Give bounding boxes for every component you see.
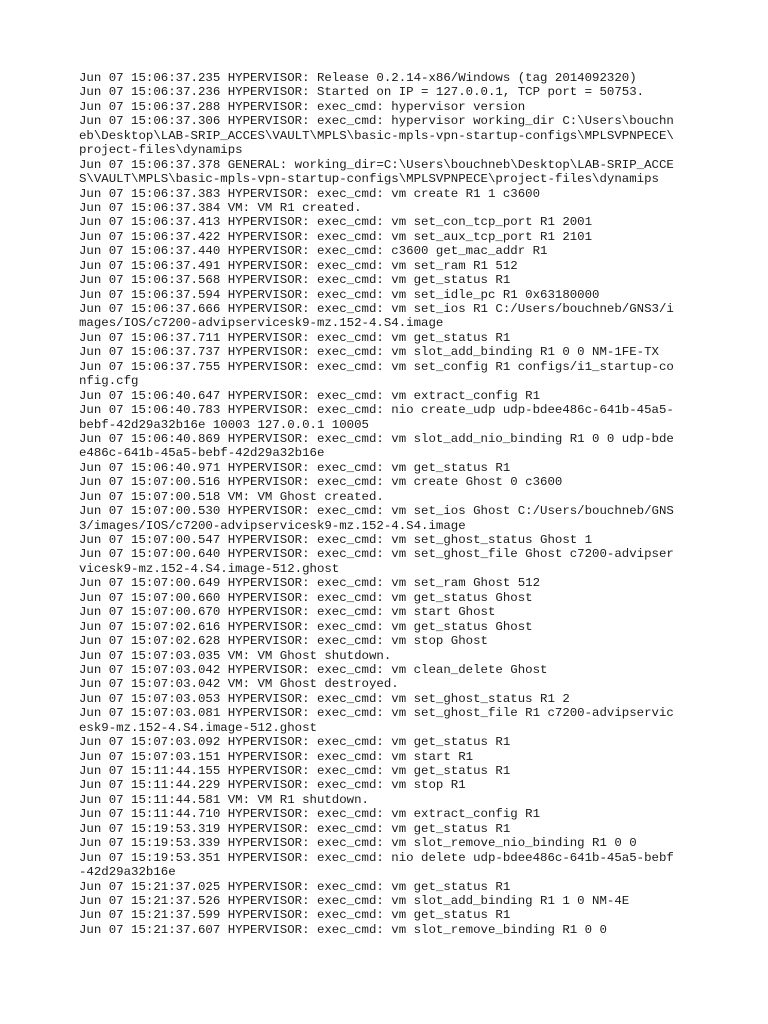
log-line: -42d29a32b16e <box>79 865 176 880</box>
log-line: mages/IOS/c7200-advipservicesk9-mz.152-4.S4.image <box>79 316 444 331</box>
log-line: Jun 07 15:06:37.384 VM: VM R1 created. <box>79 200 362 215</box>
log-line: Jun 07 15:06:37.422 HYPERVISOR: exec_cmd: vm set_aux_tcp_port R1 2101 <box>79 229 593 244</box>
log-line: Jun 07 15:07:00.670 HYPERVISOR: exec_cmd: vm start Ghost <box>79 605 496 620</box>
log-line: project-files\dynamips <box>79 143 243 158</box>
log-line: Jun 07 15:06:37.383 HYPERVISOR: exec_cmd: vm create R1 1 c3600 <box>79 186 541 201</box>
log-line: Jun 07 15:06:37.568 HYPERVISOR: exec_cmd: vm get_status R1 <box>79 273 511 288</box>
log-line: S\VAULT\MPLS\basic-mpls-vpn-startup-configs\MPLSVPNPECE\project-files\dynamips <box>79 172 659 187</box>
log-line: Jun 07 15:07:00.640 HYPERVISOR: exec_cmd: vm set_ghost_file Ghost c7200-advipser <box>79 547 674 562</box>
log-line: vicesk9-mz.152-4.S4.image-512.ghost <box>79 561 340 576</box>
log-line: Jun 07 15:07:00.547 HYPERVISOR: exec_cmd: vm set_ghost_status Ghost 1 <box>79 533 593 547</box>
log-line: Jun 07 15:06:37.378 GENERAL: working_dir=C:\Users\bouchneb\Desktop\LAB-SRIP_ACCE <box>79 157 674 172</box>
log-line: Jun 07 15:07:03.042 HYPERVISOR: exec_cmd: vm clean_delete Ghost <box>79 662 548 677</box>
log-line: Jun 07 15:06:37.306 HYPERVISOR: exec_cmd: hypervisor working_dir C:\Users\bouchn <box>79 114 674 129</box>
log-line: eb\Desktop\LAB-SRIP_ACCES\VAULT\MPLS\basic-mpls-vpn-startup-configs\MPLSVPNPECE\ <box>79 128 674 143</box>
log-line: Jun 07 15:06:37.491 HYPERVISOR: exec_cmd: vm set_ram R1 512 <box>79 258 518 273</box>
log-line: Jun 07 15:07:00.516 HYPERVISOR: exec_cmd: vm create Ghost 0 c3600 <box>79 475 563 490</box>
log-line: Jun 07 15:07:00.518 VM: VM Ghost created. <box>79 489 384 504</box>
log-line: Jun 07 15:21:37.607 HYPERVISOR: exec_cmd: vm slot_remove_binding R1 0 0 <box>79 922 607 937</box>
log-line: Jun 07 15:07:00.660 HYPERVISOR: exec_cmd: vm get_status Ghost <box>79 590 533 605</box>
log-line: Jun 07 15:07:03.151 HYPERVISOR: exec_cmd: vm start R1 <box>79 749 474 764</box>
log-line: Jun 07 15:07:02.628 HYPERVISOR: exec_cmd: vm stop Ghost <box>79 634 488 649</box>
log-line: Jun 07 15:21:37.526 HYPERVISOR: exec_cmd: vm slot_add_binding R1 1 0 NM-4E <box>79 893 630 908</box>
log-line: Jun 07 15:06:40.647 HYPERVISOR: exec_cmd: vm extract_config R1 <box>79 388 541 403</box>
log-line: bebf-42d29a32b16e 10003 127.0.0.1 10005 <box>79 417 369 432</box>
log-line: Jun 07 15:19:53.339 HYPERVISOR: exec_cmd: vm slot_remove_nio_binding R1 0 0 <box>79 836 637 851</box>
log-line: Jun 07 15:21:37.025 HYPERVISOR: exec_cmd: vm get_status R1 <box>79 879 511 894</box>
log-line: Jun 07 15:19:53.319 HYPERVISOR: exec_cmd: vm get_status R1 <box>79 821 511 836</box>
log-line: Jun 07 15:06:40.971 HYPERVISOR: exec_cmd: vm get_status R1 <box>79 460 511 475</box>
log-line: Jun 07 15:06:37.594 HYPERVISOR: exec_cmd: vm set_idle_pc R1 0x63180000 <box>79 287 600 302</box>
log-line: Jun 07 15:07:03.053 HYPERVISOR: exec_cmd: vm set_ghost_status R1 2 <box>79 691 570 706</box>
log-line: Jun 07 15:06:37.288 HYPERVISOR: exec_cmd: hypervisor version <box>79 99 526 114</box>
log-line: Jun 07 15:11:44.229 HYPERVISOR: exec_cmd: vm stop R1 <box>79 778 466 793</box>
log-line: Jun 07 15:07:03.081 HYPERVISOR: exec_cmd: vm set_ghost_file R1 c7200-advipservic <box>79 706 674 721</box>
log-line: e486c-641b-45a5-bebf-42d29a32b16e <box>79 446 325 461</box>
log-line: Jun 07 15:06:37.737 HYPERVISOR: exec_cmd: vm slot_add_binding R1 0 0 NM-1FE-TX <box>79 345 659 360</box>
log-line: Jun 07 15:07:00.649 HYPERVISOR: exec_cmd: vm set_ram Ghost 512 <box>79 576 541 591</box>
log-line: Jun 07 15:07:03.042 VM: VM Ghost destroyed. <box>79 677 399 692</box>
log-line: Jun 07 15:11:44.155 HYPERVISOR: exec_cmd: vm get_status R1 <box>79 764 511 778</box>
log-line: Jun 07 15:06:37.413 HYPERVISOR: exec_cmd: vm set_con_tcp_port R1 2001 <box>79 215 593 230</box>
log-line: Jun 07 15:06:40.869 HYPERVISOR: exec_cmd: vm slot_add_nio_binding R1 0 0 udp-bde <box>79 431 674 446</box>
log-line: Jun 07 15:21:37.599 HYPERVISOR: exec_cmd: vm get_status R1 <box>79 908 511 923</box>
log-line: Jun 07 15:06:37.755 HYPERVISOR: exec_cmd: vm set_config R1 configs/i1_startup-co <box>79 359 674 374</box>
log-line: Jun 07 15:06:37.235 HYPERVISOR: Release 0.2.14-x86/Windows (tag 2014092320) <box>79 71 637 85</box>
log-line: Jun 07 15:07:03.035 VM: VM Ghost shutdown. <box>79 648 392 663</box>
log-line: esk9-mz.152-4.S4.image-512.ghost <box>79 720 317 735</box>
log-line: Jun 07 15:19:53.351 HYPERVISOR: exec_cmd: nio delete udp-bdee486c-641b-45a5-bebf <box>79 850 674 865</box>
log-line: Jun 07 15:06:37.666 HYPERVISOR: exec_cmd: vm set_ios R1 C:/Users/bouchneb/GNS3/i <box>79 302 674 316</box>
log-line: 3/images/IOS/c7200-advipservicesk9-mz.152-4.S4.image <box>79 518 466 533</box>
log-line: Jun 07 15:06:37.236 HYPERVISOR: Started on IP = 127.0.0.1, TCP port = 50753. <box>79 85 645 100</box>
log-line: Jun 07 15:07:03.092 HYPERVISOR: exec_cmd: vm get_status R1 <box>79 735 511 750</box>
log-line: Jun 07 15:07:02.616 HYPERVISOR: exec_cmd: vm get_status Ghost <box>79 619 533 634</box>
log-line: Jun 07 15:07:00.530 HYPERVISOR: exec_cmd: vm set_ios Ghost C:/Users/bouchneb/GNS <box>79 504 674 519</box>
log-line: Jun 07 15:06:37.440 HYPERVISOR: exec_cmd: c3600 get_mac_addr R1 <box>79 244 548 259</box>
log-line: Jun 07 15:11:44.581 VM: VM R1 shutdown. <box>79 792 369 807</box>
log-line: Jun 07 15:11:44.710 HYPERVISOR: exec_cmd: vm extract_config R1 <box>79 807 541 822</box>
log-line: Jun 07 15:06:40.783 HYPERVISOR: exec_cmd: nio create_udp udp-bdee486c-641b-45a5- <box>79 403 674 418</box>
log-line: nfig.cfg <box>79 374 139 389</box>
log-line: Jun 07 15:06:37.711 HYPERVISOR: exec_cmd: vm get_status R1 <box>79 330 511 345</box>
hypervisor-log <box>79 71 697 937</box>
